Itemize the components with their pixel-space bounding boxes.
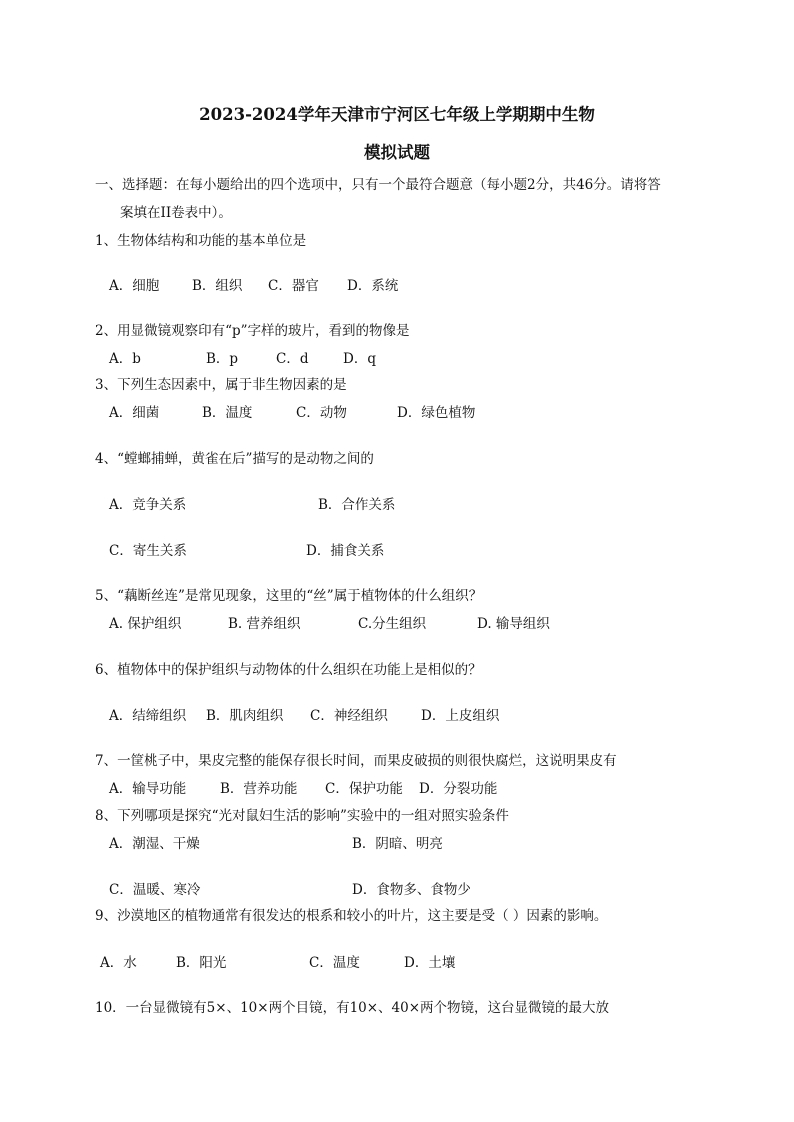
option-a: A．细菌 — [109, 405, 160, 421]
option-a: A．输导功能 — [109, 781, 187, 797]
option-b: B．温度 — [202, 405, 253, 421]
option-d: D．绿色植物 — [397, 405, 476, 421]
option-c: C．温暖、寒冷 — [109, 882, 201, 898]
option-a: A．b — [109, 351, 141, 367]
question-stem: 3、下列生态因素中，属于非生物因素的是 — [95, 377, 347, 393]
option-a: A．竞争关系 — [109, 497, 187, 513]
option-a: A. 保护组织 — [109, 616, 182, 632]
question-stem: 4、“螳螂捕蝉，黄雀在后”描写的是动物之间的 — [95, 451, 374, 467]
option-c: C．神经组织 — [310, 708, 388, 724]
option-c: C.分生组织 — [358, 616, 427, 632]
option-b: B．肌肉组织 — [206, 708, 284, 724]
option-b: B．营养功能 — [220, 781, 298, 797]
option-d: D．上皮组织 — [421, 708, 500, 724]
question-stem: 10．一台显微镜有5×、10×两个目镜，有10×、40×两个物镜，这台显微镜的最大放 — [95, 1000, 610, 1016]
option-d: D．食物多、食物少 — [352, 882, 471, 898]
option-d: D．分裂功能 — [419, 781, 498, 797]
option-b: B．合作关系 — [318, 497, 396, 513]
question-stem: 1、生物体结构和功能的基本单位是 — [95, 233, 307, 249]
option-c: C．动物 — [296, 405, 347, 421]
question-stem: 5、“藕断丝连”是常见现象，这里的“丝”属于植物体的什么组织？ — [95, 588, 483, 604]
option-c: C．温度 — [309, 955, 360, 971]
option-a: A．潮湿、干燥 — [109, 836, 200, 852]
exam-title: 2023-2024学年天津市宁河区七年级上学期期中生物 — [199, 105, 595, 124]
question-stem: 6、植物体中的保护组织与动物体的什么组织在功能上是相似的？ — [95, 662, 482, 678]
section-heading-cont: 案填在II卷表中）。 — [120, 205, 232, 221]
question-stem: 2、用显微镜观察印有“p”字样的玻片，看到的物像是 — [95, 323, 410, 339]
question-stem: 9、沙漠地区的植物通常有很发达的根系和较小的叶片，这主要是受（ ）因素的影响。 — [95, 908, 608, 924]
question-stem: 8、下列哪项是探究“光对鼠妇生活的影响”实验中的一组对照实验条件 — [95, 808, 509, 824]
exam-subtitle: 模拟试题 — [364, 143, 430, 162]
option-c: C．寄生关系 — [109, 543, 187, 559]
option-d: D．捕食关系 — [306, 543, 385, 559]
option-b: B．组织 — [192, 278, 243, 294]
option-b: B．p — [206, 351, 239, 367]
question-stem: 7、一筐桃子中，果皮完整的能保存很长时间，而果皮破损的则很快腐烂，这说明果皮有 — [95, 753, 617, 769]
option-d: D. 输导组织 — [477, 616, 550, 632]
option-b: B. 营养组织 — [228, 616, 301, 632]
option-a: A．结缔组织 — [109, 708, 187, 724]
option-a: A．水 — [100, 955, 137, 971]
option-d: D．q — [343, 351, 376, 367]
option-d: D．土壤 — [404, 955, 456, 971]
option-c: C．器官 — [268, 278, 319, 294]
option-d: D．系统 — [347, 278, 399, 294]
option-c: C．保护功能 — [325, 781, 403, 797]
section-heading: 一、选择题：在每小题给出的四个选项中，只有一个最符合题意（每小题2分，共46分。请将答 — [95, 177, 661, 193]
option-c: C．d — [276, 351, 309, 367]
option-b: B．阳光 — [176, 955, 227, 971]
option-a: A．细胞 — [109, 278, 160, 294]
option-b: B．阴暗、明亮 — [352, 836, 443, 852]
